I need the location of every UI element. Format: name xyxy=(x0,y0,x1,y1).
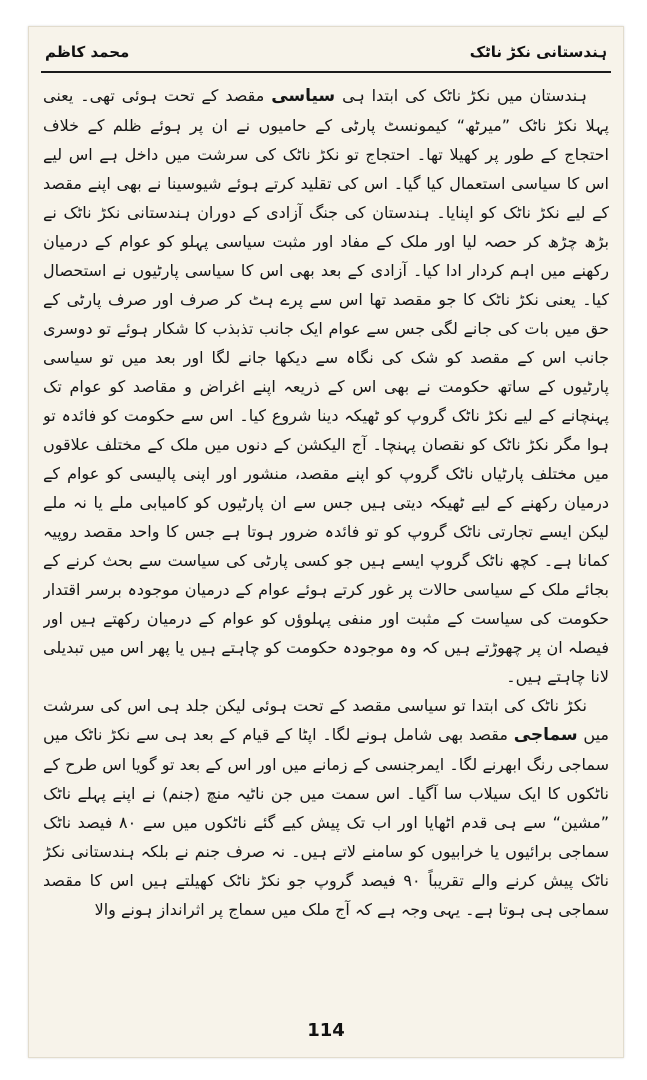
book-page xyxy=(28,26,624,1058)
page-number: 114 xyxy=(307,1020,345,1041)
paragraph-text: نکڑ ناٹک کی ابتدا تو سیاسی مقصد کے تحت ہوئی لیکن جلد ہی اس کی سرشت میں xyxy=(43,696,609,744)
emphasis-political: سیاسی xyxy=(271,86,336,106)
paragraph-social xyxy=(43,691,609,924)
emphasis-social: سماجی xyxy=(513,725,578,745)
running-header xyxy=(41,39,611,73)
book-title: ہندستانی نکڑ ناٹک xyxy=(469,43,607,61)
paragraph-text: مقصد کے تحت ہوئی تھی۔ یعنی پہلا نکڑ ناٹک ”میرٹھ“ کیمونسٹ پارٹی کے حامیوں نے ان پر ہوئے ظلم کے خلاف احتجاج کے طور پر کھیلا تھا۔ احتجاج تو نکڑ ناٹک کی سرشت میں داخل ہے اس لیے اس کا سیاسی استعمال کیا گیا۔ اس کی تقلید کرتے ہوئے شیوسینا نے بھی اپنے مقصد کے لیے نکڑ ناٹک کو اپنایا۔ ہندستان کی جنگ آزادی کے دوران ہندستانی نکڑ ناٹک نے بڑھ چڑھ کر حصہ لیا اور ملک کے مفاد اور مثبت سیاسی پہلو کو عوام کے درمیان رکھنے میں اہم کردار ادا کیا۔ آزادی کے بعد بھی اس کا سیاسی پارٹیوں نے استحصال کیا۔ یعنی نکڑ ناٹک کا جو مقصد تھا اس سے پرے ہٹ کر صرف اور صرف پارٹی کے حق میں بات کی جانے لگی جس سے عوام ایک جانب تذبذب کا شکار ہوئے تو دوسری جانب اس کے مقصد کو شک کی نگاہ سے دیکھا جانے لگا اور بعد میں تو سیاسی پارٹیوں کے ساتھ حکومت نے بھی اس کے ذریعہ اپنے اغراض و مقاصد کو عوام تک پہنچانے کے لیے نکڑ ناٹک گروپ کو ٹھیکہ دینا شروع کیا۔ اس سے حکومت کو فائدہ تو ہوا مگر نکڑ ناٹک کو نقصان پہنچا۔ آج الیکشن کے دنوں میں ملک کے مختلف علاقوں میں مختلف پارٹیاں ناٹک گروپ کو اپنے مقصد، منشور اور اپنی پالیسی کو عوام کے درمیان رکھنے کے لیے ٹھیکہ دیتی ہیں جس سے ان پارٹیوں کو کامیابی ملے یا نہ ملے لیکن ایسے تجارتی ناٹک گروپ کو تو فائدہ ضرور ہوتا ہے جس کا واحد مقصد روپیہ کمانا ہے۔ کچھ ناٹک گروپ ایسے ہیں جو کسی پارٹی کی سیاست سے بحث کرنے کے بجائے ملک کے سیاسی حالات پر غور کرتے ہوئے عوام کے درمیان موجودہ برسر اقتدار حکومت کی سیاست کے مثبت اور منفی پہلوؤں کو عوام کے درمیان رکھتے ہیں اور فیصلہ ان پر چھوڑتے ہیں کہ وہ موجودہ حکومت کو چاہتے ہیں یا پھر اس میں تبدیلی لانا چاہتے ہیں۔ xyxy=(43,86,609,686)
author-name: محمد کاظم xyxy=(45,43,130,61)
paragraph-text: مقصد بھی شامل ہونے لگا۔ اپٹا کے قیام کے بعد ہی سے نکڑ ناٹک میں سماجی رنگ ابھرنے لگا۔ ایمرجنسی کے زمانے میں اور اس کے بعد تو گویا اس طرح کے ناٹکوں کا ایک سیلاب سا آگیا۔ اس سمت میں جن ناٹیہ منچ (جنم) نے اپنے پہلے ناٹک ”مشین“ سے ہی قدم اٹھایا اور اب تک پیش کیے گئے ناٹکوں میں سے ۸۰ فیصد ناٹک سماجی برائیوں یا خرابیوں کو سامنے لاتے ہیں۔ نہ صرف جنم نے بلکہ ہندستانی نکڑ ناٹک پیش کرنے والے تقریباً ۹۰ فیصد گروپ جو نکڑ ناٹک کھیلتے ہیں اس کا مقصد سماجی ہی ہوتا ہے۔ یہی وجہ ہے کہ آج ملک میں سماج پر اثرانداز ہونے والا xyxy=(43,725,609,919)
body-text xyxy=(43,81,609,1001)
paragraph-text: ہندستان میں نکڑ ناٹک کی ابتدا ہی xyxy=(335,86,588,105)
paragraph-political xyxy=(43,81,609,691)
